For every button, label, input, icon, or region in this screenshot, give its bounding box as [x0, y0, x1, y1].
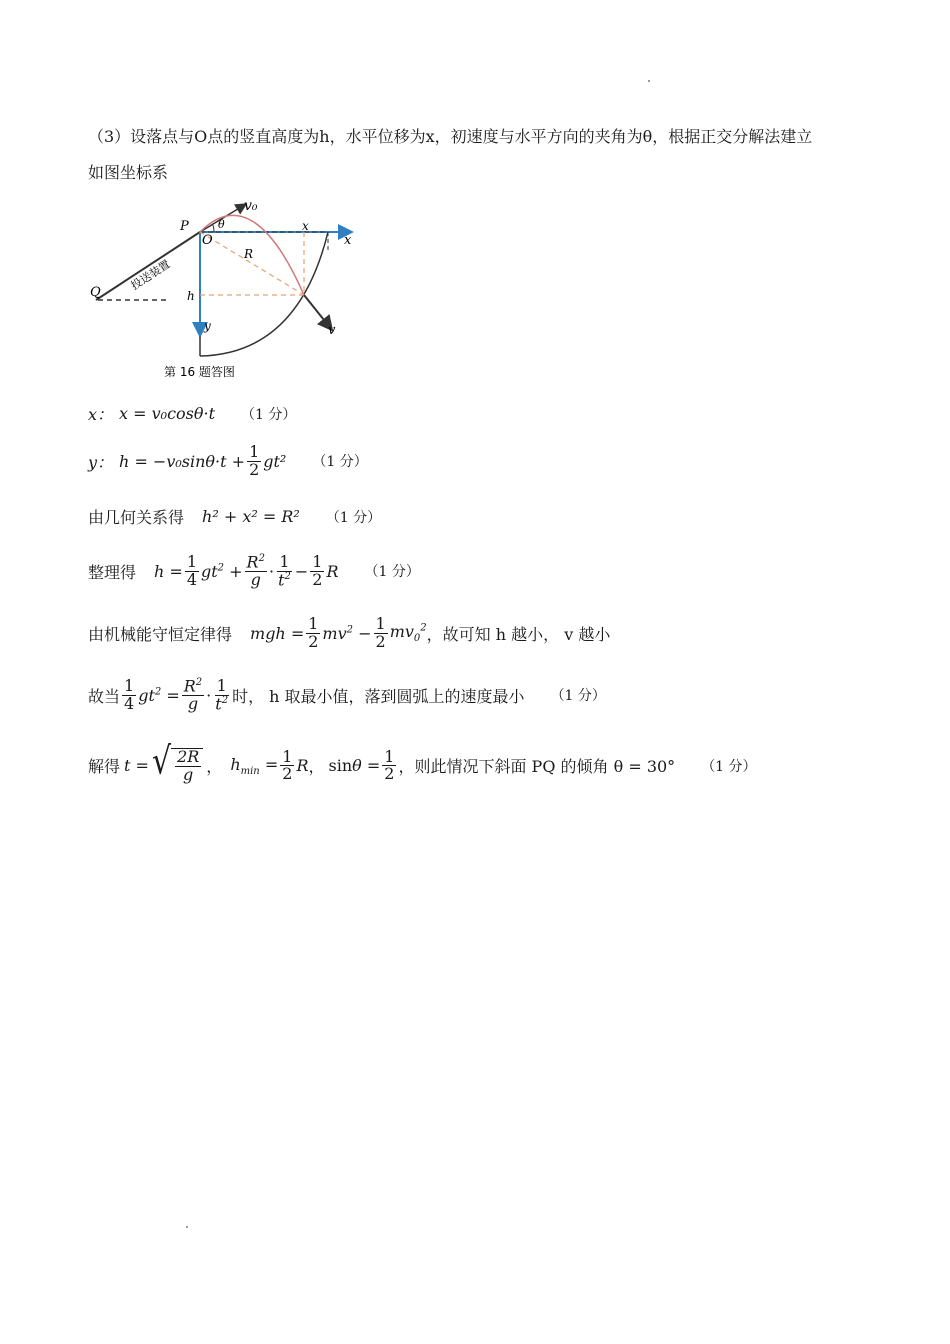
eq-cond-score: （1 分） [550, 688, 606, 705]
y-label: y [204, 319, 211, 333]
eq-y-body-b: gt² [263, 451, 287, 471]
eq-x-score: （1 分） [241, 406, 297, 423]
eq-geo-body: h² + x² = R² [202, 507, 300, 526]
eq-y-prefix: y： [88, 452, 114, 472]
eq-y-body-a: h = −v₀sinθ·t + [119, 451, 246, 471]
intro-line-2: 如图坐标系 [88, 163, 169, 182]
v-label: v [328, 323, 336, 338]
eq-x-body: x = v₀cosθ·t [119, 404, 216, 423]
page-dot [648, 80, 650, 82]
intro-line-1: （3）设落点与O点的竖直高度为h，水平位移为x，初速度与水平方向的夹角为θ，根据正交分解法建立 [88, 127, 813, 146]
page-dot-bottom [186, 1226, 188, 1228]
eq-sol-suffix: ，则此情况下斜面 PQ 的倾角 θ = 30° [398, 757, 676, 777]
eq-energy: 由机械能守恒定律得 mgh = $\frac{1}{2}$ $mv^2$ − $\frac{1}{2}$ $mv_0^2$ ，故可知 h 越小， v 越小 [88, 614, 611, 651]
eq-sol-score: （1 分） [701, 758, 757, 775]
eq-energy-suffix: ，故可知 h 越小， v 越小 [426, 624, 611, 644]
circular-arc [200, 232, 328, 356]
eq-cond: 故当 $\frac{1}{4}$ $gt^2$ = $\frac{R^2}{g}$ · $\frac{1}{t^2}$ 时， h 取最小值，落到圆弧上的速度最小 （1 分） [88, 676, 606, 714]
theta-label: θ [218, 218, 225, 231]
eq-geo-prefix: 由几何关系得 [88, 508, 185, 527]
v0-label: v₀ [244, 198, 258, 214]
eq-cond-prefix: 故当 [88, 686, 121, 706]
x-top-label: x [302, 219, 309, 233]
Q-label: Q [90, 285, 101, 300]
eq-arr-prefix: 整理得 [88, 562, 137, 582]
eq-geo [88, 505, 381, 528]
eq-y-score: （1 分） [312, 454, 368, 471]
figure-caption: 第 16 题答图 [164, 365, 235, 379]
eq-cond-suffix: 时， h 取最小值，落到圆弧上的速度最小 [232, 686, 525, 706]
eq-y [88, 444, 368, 479]
R-label: R [244, 247, 254, 261]
eq-sol-prefix: 解得 [88, 757, 121, 777]
eq-arr-score: （1 分） [364, 564, 420, 581]
eq-y-frac: $\frac{1}{2}$ [249, 442, 260, 479]
incline-line [96, 232, 200, 300]
eq-geo-score: （1 分） [325, 509, 382, 526]
eq-x [88, 402, 296, 425]
device-label: 投送装置 [128, 257, 173, 293]
h-label: h [187, 289, 195, 303]
eq-arr: 整理得 h = $\frac{1}{4}$ $gt^2$ + $\frac{R^2}{g}$ · $\frac{1}{t^2}$ − $\frac{1}{2}$ R （1 分） [88, 552, 420, 590]
eq-sol: 解得 t = √ $\frac{2R}{g}$ ， $h_{min}$ = $\frac{1}{2}$ R ， sinθ = $\frac{1}{2}$ ，则此情况下斜面 PQ 的倾角 θ = 30° （1 分） [88, 739, 757, 784]
eq-x-prefix: x： [88, 405, 114, 424]
P-label: P [180, 219, 189, 234]
eq-energy-prefix: 由机械能守恒定律得 [88, 624, 233, 644]
O-label: O [202, 233, 213, 248]
x-axis-label: x [344, 233, 352, 248]
coordinate-figure [88, 194, 368, 386]
